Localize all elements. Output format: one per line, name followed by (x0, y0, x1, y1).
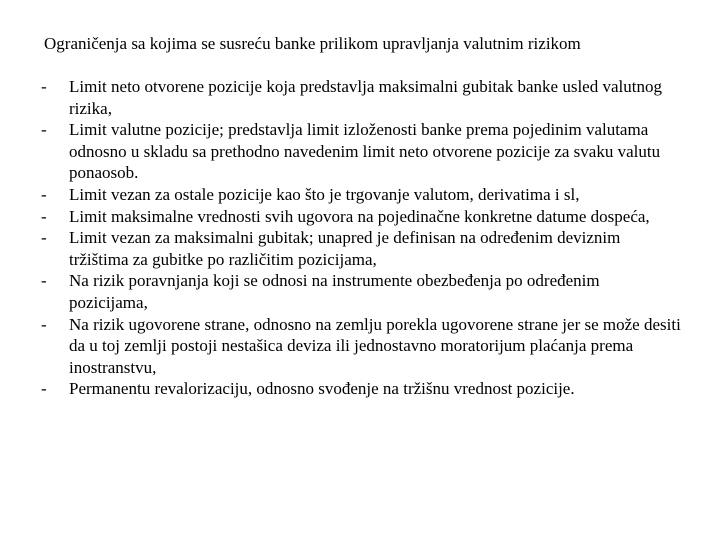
bullet-dash: - (41, 206, 47, 226)
bullet-dash: - (41, 77, 47, 96)
bullet-dash: - (41, 271, 47, 291)
list-item-text: Limit maksimalne vrednosti svih ugovora na pojedinačne konkretne datume dospeća, (69, 206, 650, 226)
bullet-dash: - (41, 228, 47, 248)
list-item (41, 314, 681, 379)
list-item-text: Na rizik ugovorene strane, odnosno na zemlju porekla ugovorene strane jer se može desiti da u toj zemlji postoji nestašica deviza ili jednostavno moratorijum plaćanja prema inostranstvu, (69, 314, 681, 377)
list-item (41, 119, 681, 184)
list-item-text: Na rizik poravnjanja koji se odnosi na instrumente obezbeđenja po određenim pozicijama, (69, 271, 600, 312)
list-item (41, 184, 681, 206)
list-item (41, 270, 681, 313)
limits-list (41, 76, 681, 400)
list-item (41, 227, 681, 270)
list-item-text: Permanentu revalorizaciju, odnosno svođenje na tržišnu vrednost pozicije. (69, 379, 575, 399)
bullet-dash: - (41, 379, 47, 399)
list-item (41, 76, 681, 119)
list-item (41, 206, 681, 228)
bullet-dash: - (41, 184, 47, 204)
list-item-text: Limit valutne pozicije; predstavlja limit izloženosti banke prema pojedinim valutama odnosno u skladu sa prethodno navedenim limit neto otvorene pozicije za svaku valutu ponaosob. (69, 120, 661, 183)
bullet-dash: - (41, 120, 47, 140)
bullet-dash: - (41, 314, 47, 334)
list-item (41, 378, 681, 400)
list-item-text: Limit neto otvorene pozicije koja predstavlja maksimalni gubitak banke usled valutnog rizika, (69, 77, 662, 118)
list-item-text: Limit vezan za maksimalni gubitak; unapred je definisan na određenim deviznim tržištima za gubitke po različitim pozicijama, (69, 228, 621, 269)
list-item-text: Limit vezan za ostale pozicije kao što je trgovanje valutom, derivatima i sl, (69, 184, 580, 204)
slide-heading: Ograničenja sa kojima se susreću banke prilikom upravljanja valutnim rizikom (44, 34, 581, 53)
